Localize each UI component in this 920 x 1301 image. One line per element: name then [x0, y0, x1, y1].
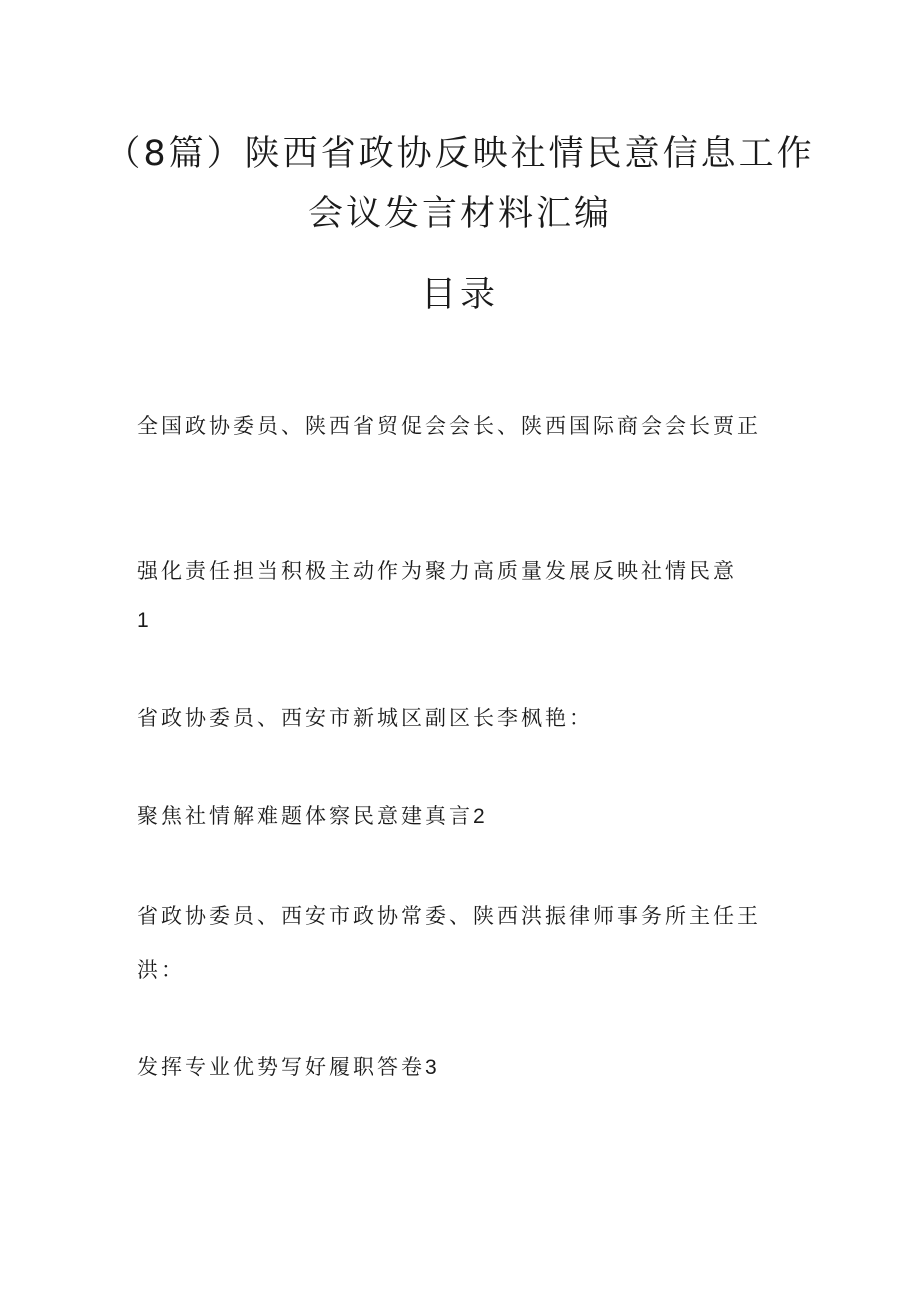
toc-heading: 目录: [420, 275, 499, 315]
toc-speaker-2: 省政协委员、西安市新城区副区长李枫艳：: [137, 706, 593, 730]
document-title-line-1: （8篇）陕西省政协反映社情民意信息工作: [105, 134, 815, 174]
page-number: 1: [137, 609, 149, 632]
document-title-line-2: 会议发言材料汇编: [307, 194, 612, 234]
toc-article-2-title: 聚焦社情解难题体察民意建真言: [137, 804, 473, 828]
toc-article-1-title: 强化责任担当积极主动作为聚力高质量发展反映社情民意: [137, 559, 737, 583]
toc-article-3-page: 3: [425, 1056, 437, 1079]
toc-article-2-page: 2: [473, 805, 485, 828]
toc-speaker-3-line-2: 洪：: [137, 958, 185, 982]
toc-article-2: [137, 802, 485, 831]
toc-speaker-1: 全国政协委员、陕西省贸促会会长、陕西国际商会会长贾正: [137, 414, 761, 438]
toc-article-3: [137, 1053, 437, 1082]
toc-article-1-page: [137, 606, 149, 635]
toc-article-3-title: 发挥专业优势写好履职答卷: [137, 1055, 425, 1079]
toc-speaker-3-line-1: 省政协委员、西安市政协常委、陕西洪振律师事务所主任王: [137, 904, 761, 928]
